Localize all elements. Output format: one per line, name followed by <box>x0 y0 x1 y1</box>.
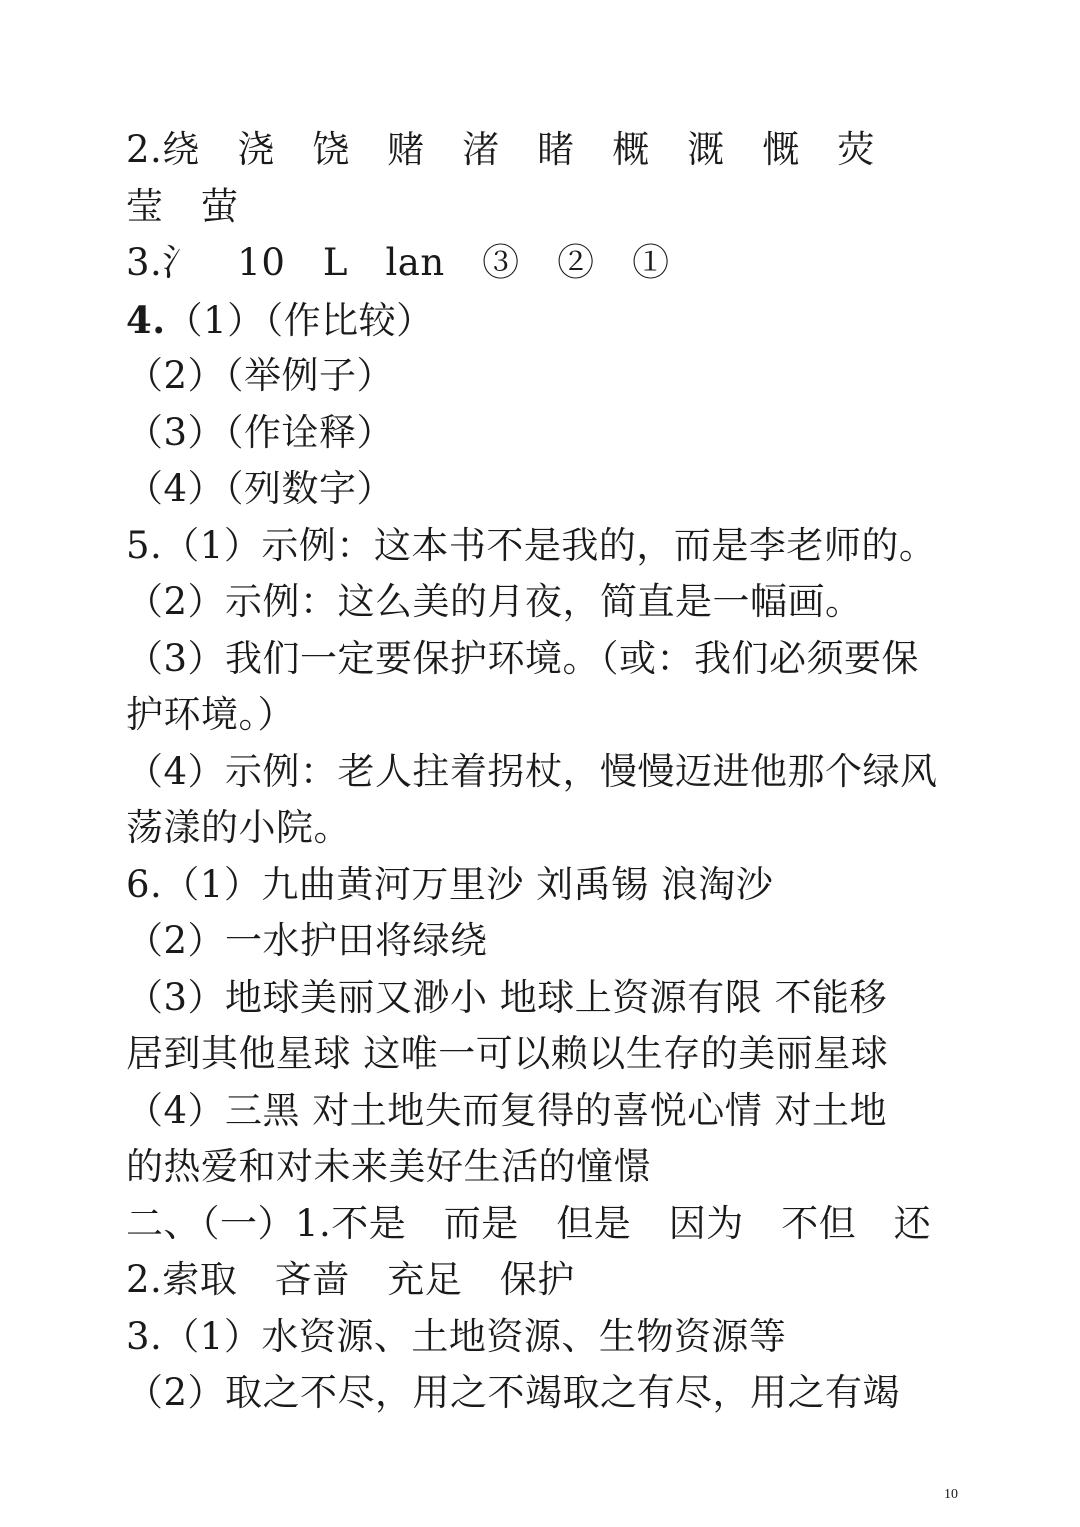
answer-line-5-1: 5.（1）示例：这本书不是我的，而是李老师的。 <box>126 523 937 567</box>
answer-line-2-cont: 莹 萤 <box>126 184 239 228</box>
answer-section-2-line-2: 2.索取 吝啬 充足 保护 <box>126 1258 575 1301</box>
answer-line-5-2: （2）示例：这么美的月夜，简直是一幅画。 <box>126 580 863 623</box>
answer-section-2-line-3-2: （2）取之不尽，用之不竭取之有尽，用之有竭 <box>126 1371 901 1414</box>
answer-line-4-1-text: （1）（作比较） <box>165 298 434 342</box>
answer-line-6-1: 6.（1）九曲黄河万里沙 刘禹锡 浪淘沙 <box>126 862 774 906</box>
answer-line-4-2: （2）（举例子） <box>126 354 395 397</box>
answer-line-6-2: （2）一水护田将绿绕 <box>126 919 488 962</box>
answer-line-3: 3.氵 10 L lan ③ ② ① <box>126 241 670 284</box>
answer-line-6-4-cont: 的热爱和对未来美好生活的憧憬 <box>126 1145 651 1188</box>
answer-line-5-4: （4）示例：老人拄着拐杖，慢慢迈进他那个绿风 <box>126 749 938 793</box>
answer-line-5-4-cont: 荡漾的小院。 <box>126 806 351 849</box>
answer-line-4-1 <box>126 292 986 349</box>
answer-line-6-3-cont: 居到其他星球 这唯一可以赖以生存的美丽星球 <box>126 1032 889 1075</box>
answer-line-4-4: （4）（列数字） <box>126 467 395 510</box>
answer-section-2-line-1: 二、（一）1.不是 而是 但是 因为 不但 还 <box>126 1201 932 1245</box>
answer-line-4-3: （3）（作诠释） <box>126 410 395 454</box>
answer-content <box>126 122 986 1422</box>
page-number: 10 <box>944 1487 958 1502</box>
answer-line-6-4: （4）三黑 对土地失而复得的喜悦心情 对土地 <box>126 1088 888 1132</box>
answer-line-2: 2.绕 浇 饶 赌 渚 睹 概 溉 慨 荧 <box>126 128 875 171</box>
answer-line-5-3-cont: 护环境。） <box>126 693 295 736</box>
answer-number-4: 4. <box>126 297 166 342</box>
answer-line-5-3: （3）我们一定要保护环境。（或：我们必须要保 <box>126 636 920 680</box>
answer-section-2-line-3-1: 3.（1）水资源、土地资源、生物资源等 <box>126 1314 787 1358</box>
answer-line-6-3: （3）地球美丽又渺小 地球上资源有限 不能移 <box>126 975 888 1019</box>
